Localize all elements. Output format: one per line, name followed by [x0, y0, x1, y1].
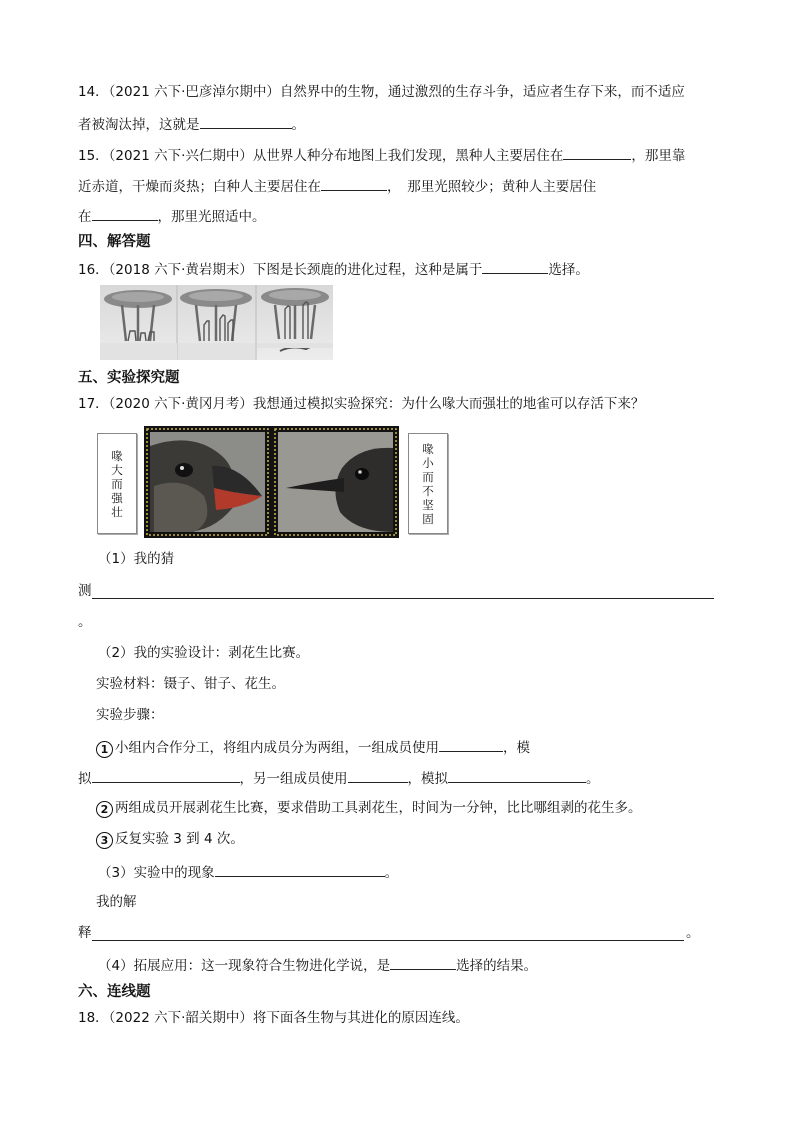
q17-intro: 17．（2020 六下·黄冈月考）我想通过模拟实验探究：为什么喙大而强壮的地雀可以存活下来？: [78, 396, 645, 412]
section-heading-5: 五、实验探究题: [78, 370, 180, 386]
q17-hypothesis-line[interactable]: [92, 597, 714, 599]
q18-text: 18．（2022 六下·韶关期中）将下面各生物与其进化的原因连线。: [78, 1010, 469, 1026]
q14-answer-blank[interactable]: [200, 113, 292, 129]
q15-blank-black[interactable]: [563, 144, 631, 160]
q15-blank-yellow[interactable]: [92, 205, 158, 221]
q17-materials: 实验材料：镊子、钳子、花生。: [96, 676, 285, 692]
q14-line2: 者被淘汰掉，这就是 。: [78, 113, 305, 135]
q17-blank-simulate1[interactable]: [92, 767, 240, 783]
q17-blank-phenomenon[interactable]: [215, 861, 385, 877]
section-heading-4: 四、解答题: [78, 234, 151, 250]
step-number-3: 3: [96, 832, 113, 849]
q17-blank-tool1[interactable]: [439, 736, 503, 752]
q17-part1-label: （1）我的猜: [98, 551, 175, 567]
q17-step1: 1 小组内合作分工，将组内成员分为两组，一组成员使用 ，模: [96, 736, 530, 758]
q15-line1: 15．（2021 六下·兴仁期中）从世界人种分布地图上我们发现，黑种人主要居住在 ，那里靠: [78, 144, 685, 166]
q17-explanation-line[interactable]: [92, 939, 684, 941]
section-heading-6: 六、连线题: [78, 984, 151, 1000]
q16-text: 16．（2018 六下·黄岩期末）下图是长颈鹿的进化过程，这种是属于 选择。: [78, 258, 589, 280]
q14-line1: 14．（2021 六下·巴彦淖尔期中）自然界中的生物，通过激烈的生存斗争，适应者生存下来，而不适应: [78, 84, 685, 100]
q17-part4: （4）拓展应用：这一现象符合生物进化学说，是 选择的结果。: [98, 954, 537, 976]
q17-part2: （2）我的实验设计：剥花生比赛。: [98, 645, 310, 661]
label-strong-beak: 喙大而强壮: [97, 433, 137, 534]
step-number-2: 2: [96, 801, 113, 818]
label-weak-beak: 喙小而不坚固: [408, 433, 448, 534]
q17-blank-selection[interactable]: [390, 954, 456, 970]
q17-explanation-end: 。: [686, 925, 700, 941]
q17-explanation-label: 我的解: [96, 894, 137, 910]
q17-step2: 2 两组成员开展剥花生比赛，要求借助工具剥花生，时间为一分钟，比比哪组剥的花生多。: [96, 798, 642, 818]
q17-steps-title: 实验步骤：: [96, 707, 164, 723]
q17-part1-cont: 测: [78, 583, 92, 599]
weak-beak-bird: [278, 432, 393, 532]
q17-step1-cont: 拟 ，另一组成员使用 ，模拟 。: [78, 767, 600, 789]
strong-beak-bird: [150, 432, 265, 532]
q16-blank[interactable]: [482, 258, 548, 274]
bird-beaks-image: [144, 426, 399, 538]
q17-blank-tool2[interactable]: [348, 767, 408, 783]
q17-blank-simulate2[interactable]: [448, 767, 586, 783]
step-number-1: 1: [96, 741, 113, 758]
q15-line3: 在 ，那里光照适中。: [78, 205, 266, 227]
q15-line2: 近赤道，干燥而炎热；白种人主要居住在 ， 那里光照较少；黄种人主要居住: [78, 175, 596, 197]
giraffe-evolution-image: [100, 285, 333, 360]
q17-explanation-cont: 释: [78, 925, 92, 941]
q17-part1-end: 。: [78, 614, 92, 630]
q15-blank-white[interactable]: [321, 175, 387, 191]
q17-step3: 3 反复实验 3 到 4 次。: [96, 829, 244, 849]
q17-part3: （3）实验中的现象 。: [98, 861, 398, 883]
